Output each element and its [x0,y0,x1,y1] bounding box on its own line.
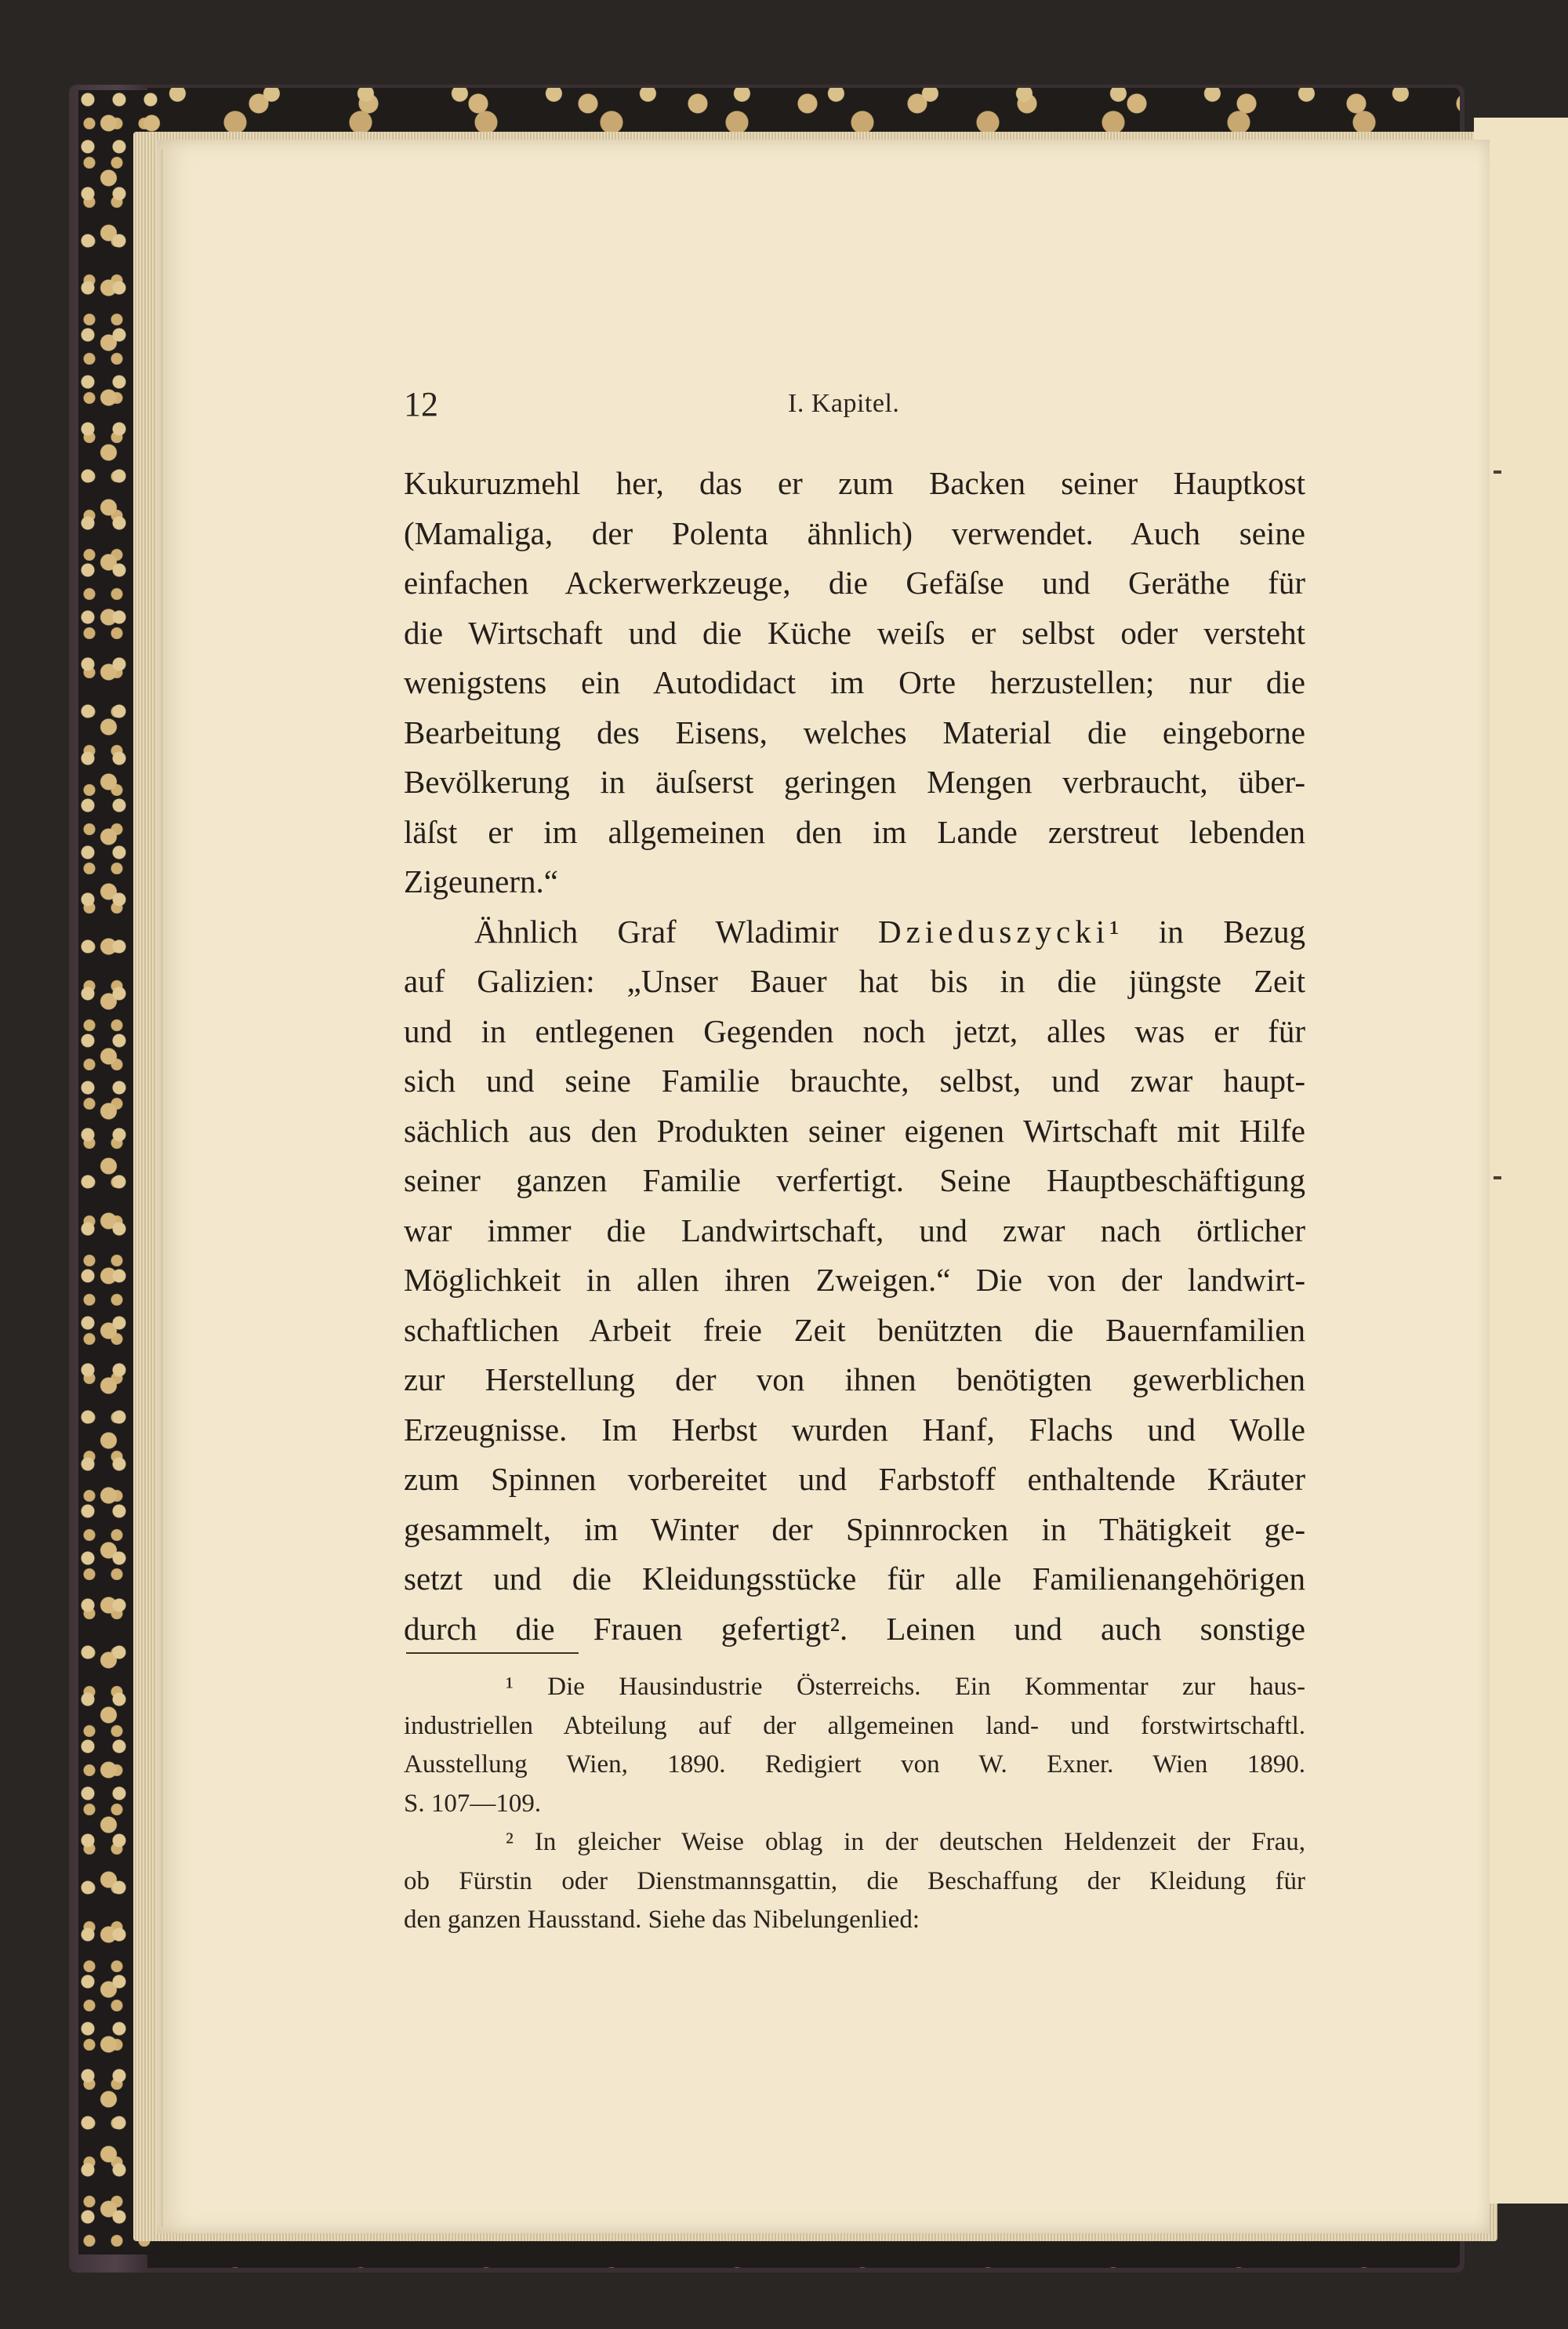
footnote-line: S. 107—109. [404,1789,542,1818]
text-line: Erzeugnisse. Im Herbst wurden Hanf, Flachs und Wolle [404,1411,1305,1448]
text-line: auf Galizien: „Unser Bauer hat bis in die jüngste Zeit [404,963,1305,999]
text-line: die Wirtschaft und die Küche weiſs er selbst oder versteht [404,614,1305,651]
footnote-line: ob Fürstin oder Dienstmannsgattin, die Beschaffung der Kleidung für [404,1866,1305,1895]
text-line: seiner ganzen Familie verfertigt. Seine Hauptbeschäftigung [404,1162,1305,1198]
spaced-name: Dzieduszycki [877,913,1110,950]
footnote-line: ² In gleicher Weise oblag in der deutschen Heldenzeit der Frau, [506,1828,1305,1856]
text-line: (Mamaliga, der Polenta ähnlich) verwendet. Auch seine [404,514,1305,551]
text-line: Bearbeitung des Eisens, welches Material die eingeborne [404,714,1305,750]
footnote-line: Ausstellung Wien, 1890. Redigiert von W. Exner. Wien 1890. [404,1750,1305,1779]
facing-page-mark [1494,471,1501,474]
page-number: 12 [404,385,438,423]
text-line: Kukuruzmehl her, das er zum Backen seiner Hauptkost [404,465,1305,501]
text-line: durch die Frauen gefertigt². Leinen und auch sonstige [404,1610,1305,1647]
page-header [404,384,1305,423]
text-line: einfachen Ackerwerkzeuge, die Gefäſse und Geräthe für [404,565,1305,601]
text-line: setzt und die Kleidungsstücke für alle Familienangehörigen [404,1561,1305,1597]
text-fragment: ¹ in Bezug [1109,913,1305,950]
text-line: Möglichkeit in allen ihren Zweigen.“ Die von der landwirt- [404,1262,1305,1298]
text-line: sächlich aus den Produkten seiner eigenen Wirtschaft mit Hilfe [404,1112,1305,1149]
text-line: war immer die Landwirtschaft, und zwar nach örtlicher [404,1212,1305,1248]
text-line: gesammelt, im Winter der Spinnrocken in Thätigkeit ge- [404,1510,1305,1547]
footnote-line: ¹ Die Hausindustrie Österreichs. Ein Kommentar zur haus- [506,1673,1305,1701]
text-line: Zigeunern.“ [404,863,558,899]
running-head: I. Kapitel. [788,389,900,418]
text-line: läſst er im allgemeinen den im Lande zerstreut lebenden [404,813,1305,850]
text-line: wenigstens ein Autodidact im Orte herzustellen; nur die [404,664,1305,700]
text-line: zur Herstellung der von ihnen benötigten gewerblichen [404,1361,1305,1397]
text-fragment: Ähnlich Graf Wladimir [474,913,878,950]
text-line: und in entlegenen Gegenden noch jetzt, alles was er für [404,1012,1305,1049]
footnote-line: industriellen Abteilung auf der allgemeinen land- und forstwirtschaftl. [404,1711,1305,1740]
footnotes [404,1668,1305,1940]
body-text [404,459,1305,1654]
footnote-rule [406,1652,579,1654]
text-line: sich und seine Familie brauchte, selbst, und zwar haupt- [404,1063,1305,1099]
text-line: Bevölkerung in äuſserst geringen Mengen verbraucht, über- [404,764,1305,800]
gutter-line [161,149,163,2227]
footnote-line: den ganzen Hausstand. Siehe das Nibelungenlied: [404,1906,920,1934]
text-line: schaftlichen Arbeit freie Zeit benützten die Bauernfamilien [404,1311,1305,1348]
text-line: zum Spinnen vorbereitet und Farbstoff enthaltende Kräuter [404,1461,1305,1497]
text-line-spaced-name [404,907,1305,957]
facing-page-mark [1494,1176,1501,1179]
